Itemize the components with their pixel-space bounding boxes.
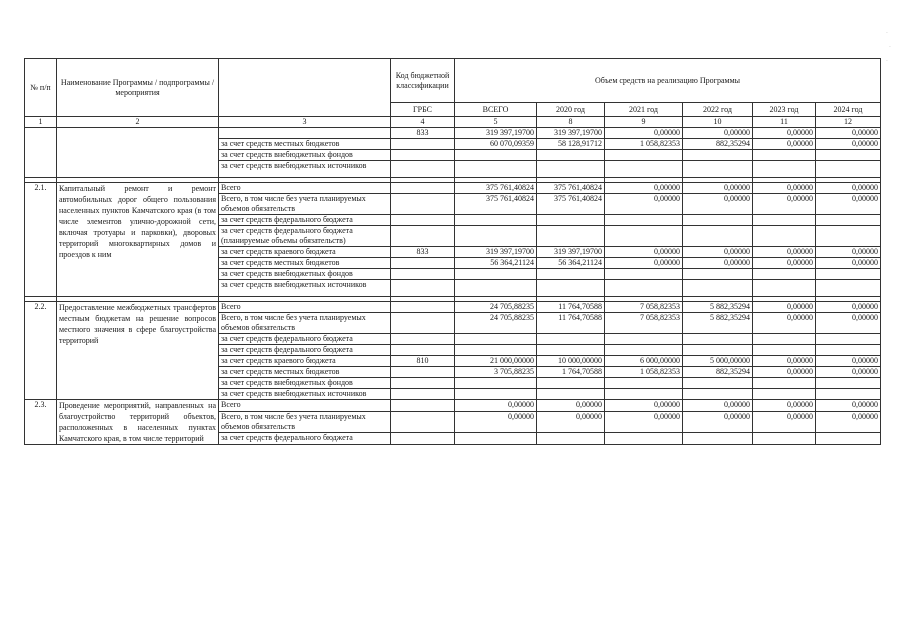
year-amount-cell: [816, 378, 881, 389]
year-amount-cell: 0,00000: [605, 128, 683, 139]
year-amount-cell: [753, 280, 816, 297]
funding-source-cell: за счет средств внебюджетных фондов: [219, 269, 391, 280]
grbs-code-cell: [391, 226, 455, 247]
year-amount-cell: [537, 280, 605, 297]
column-index-cell: 10: [683, 117, 753, 128]
grbs-code-cell: [391, 139, 455, 150]
year-amount-cell: 0,00000: [537, 400, 605, 412]
header-funding-source-blank: [219, 59, 391, 117]
year-amount-cell: [605, 378, 683, 389]
year-amount-cell: [537, 345, 605, 356]
year-amount-cell: [683, 378, 753, 389]
year-amount-cell: 0,00000: [605, 194, 683, 215]
column-index-row: [25, 117, 881, 128]
year-amount-cell: [753, 161, 816, 178]
year-amount-cell: 0,00000: [753, 183, 816, 194]
row-number-cell: 2.1.: [25, 183, 57, 297]
header-grbs: ГРБС: [391, 103, 455, 117]
year-amount-cell: [683, 280, 753, 297]
year-amount-cell: 0,00000: [816, 313, 881, 334]
year-amount-cell: 0,00000: [816, 302, 881, 313]
year-amount-cell: [605, 345, 683, 356]
column-index-cell: 5: [455, 117, 537, 128]
total-amount-cell: 0,00000: [455, 400, 537, 412]
header-program-funds: Объем средств на реализацию Программы: [455, 59, 881, 103]
year-amount-cell: 1 764,70588: [537, 367, 605, 378]
year-amount-cell: 0,00000: [753, 139, 816, 150]
year-amount-cell: 319 397,19700: [537, 128, 605, 139]
year-amount-cell: [753, 433, 816, 445]
year-amount-cell: 0,00000: [605, 258, 683, 269]
row-number-cell: 2.2.: [25, 302, 57, 400]
grbs-code-cell: [391, 334, 455, 345]
header-budget-code: Код бюджетной классификации: [391, 59, 455, 103]
total-amount-cell: [455, 433, 537, 445]
year-amount-cell: [537, 150, 605, 161]
year-amount-cell: 0,00000: [683, 194, 753, 215]
year-amount-cell: [605, 215, 683, 226]
year-amount-cell: 375 761,40824: [537, 183, 605, 194]
total-amount-cell: 319 397,19700: [455, 247, 537, 258]
year-amount-cell: 0,00000: [816, 139, 881, 150]
year-amount-cell: [537, 433, 605, 445]
year-amount-cell: [753, 378, 816, 389]
year-amount-cell: 0,00000: [683, 258, 753, 269]
year-amount-cell: 0,00000: [605, 183, 683, 194]
grbs-code-cell: [391, 258, 455, 269]
grbs-code-cell: [391, 367, 455, 378]
year-amount-cell: [537, 215, 605, 226]
year-amount-cell: [537, 226, 605, 247]
year-amount-cell: 6 000,00000: [605, 356, 683, 367]
year-amount-cell: 0,00000: [816, 400, 881, 412]
column-index-cell: 2: [57, 117, 219, 128]
funding-source-cell: за счет средств краевого бюджета: [219, 247, 391, 258]
grbs-code-cell: [391, 215, 455, 226]
year-amount-cell: 0,00000: [816, 247, 881, 258]
year-amount-cell: 0,00000: [816, 356, 881, 367]
year-amount-cell: 5 882,35294: [683, 302, 753, 313]
total-amount-cell: 21 000,00000: [455, 356, 537, 367]
year-amount-cell: [816, 161, 881, 178]
year-amount-cell: [537, 334, 605, 345]
year-amount-cell: [683, 226, 753, 247]
funding-source-cell: Всего, в том числе без учета планируемых объемов обязательств: [219, 411, 391, 433]
year-amount-cell: [753, 269, 816, 280]
year-amount-cell: 882,35294: [683, 367, 753, 378]
grbs-code-cell: [391, 194, 455, 215]
total-amount-cell: [455, 345, 537, 356]
year-amount-cell: [605, 433, 683, 445]
total-amount-cell: 24 705,88235: [455, 302, 537, 313]
total-amount-cell: 60 070,09359: [455, 139, 537, 150]
year-amount-cell: 0,00000: [816, 128, 881, 139]
year-amount-cell: [605, 150, 683, 161]
funding-source-cell: Всего: [219, 400, 391, 412]
funding-source-cell: Всего: [219, 302, 391, 313]
year-amount-cell: [683, 345, 753, 356]
year-amount-cell: 58 128,91712: [537, 139, 605, 150]
header-program-name: Наименование Программы / подпрограммы / мероприятия: [57, 59, 219, 117]
year-amount-cell: [816, 269, 881, 280]
grbs-code-cell: [391, 150, 455, 161]
total-amount-cell: [455, 226, 537, 247]
year-amount-cell: [753, 334, 816, 345]
header-total: ВСЕГО: [455, 103, 537, 117]
scan-speck: ·: [889, 44, 891, 51]
total-amount-cell: 375 761,40824: [455, 194, 537, 215]
year-amount-cell: 0,00000: [683, 247, 753, 258]
year-amount-cell: 0,00000: [753, 313, 816, 334]
year-amount-cell: [605, 226, 683, 247]
year-amount-cell: 11 764,70588: [537, 313, 605, 334]
measure-name-cell: Предоставление межбюджетных трансфертов местным бюджетам на решение вопросов местного значения в сфере благоустройства территорий: [57, 302, 219, 400]
total-amount-cell: [455, 161, 537, 178]
year-amount-cell: 1 058,82353: [605, 139, 683, 150]
year-amount-cell: 0,00000: [753, 356, 816, 367]
year-amount-cell: 5 882,35294: [683, 313, 753, 334]
year-amount-cell: 0,00000: [753, 302, 816, 313]
funding-source-cell: за счет средств федерального бюджета: [219, 345, 391, 356]
column-index-cell: 9: [605, 117, 683, 128]
year-amount-cell: 0,00000: [753, 247, 816, 258]
grbs-code-cell: [391, 280, 455, 297]
year-amount-cell: [816, 334, 881, 345]
scan-speck: ·: [886, 30, 888, 37]
funding-source-cell: за счет средств федерального бюджета (планируемые объемы обязательств): [219, 226, 391, 247]
funding-source-cell: за счет средств местных бюджетов: [219, 139, 391, 150]
funding-source-cell: за счет средств внебюджетных источников: [219, 389, 391, 400]
year-amount-cell: [683, 433, 753, 445]
year-amount-cell: 0,00000: [683, 400, 753, 412]
funding-source-cell: [219, 128, 391, 139]
funding-source-cell: Всего, в том числе без учета планируемых объемов обязательств: [219, 313, 391, 334]
year-amount-cell: 10 000,00000: [537, 356, 605, 367]
total-amount-cell: 24 705,88235: [455, 313, 537, 334]
year-amount-cell: [816, 280, 881, 297]
grbs-code-cell: [391, 183, 455, 194]
year-amount-cell: [816, 345, 881, 356]
year-amount-cell: [605, 161, 683, 178]
year-amount-cell: [683, 269, 753, 280]
funding-source-cell: за счет средств краевого бюджета: [219, 356, 391, 367]
year-amount-cell: 0,00000: [605, 411, 683, 433]
year-amount-cell: [816, 226, 881, 247]
year-amount-cell: 0,00000: [816, 367, 881, 378]
year-amount-cell: [537, 389, 605, 400]
year-amount-cell: [753, 226, 816, 247]
grbs-code-cell: 833: [391, 247, 455, 258]
year-amount-cell: [753, 389, 816, 400]
header-year: 2022 год: [683, 103, 753, 117]
year-amount-cell: 11 764,70588: [537, 302, 605, 313]
header-year: 2024 год: [816, 103, 881, 117]
year-amount-cell: 0,00000: [816, 194, 881, 215]
grbs-code-cell: [391, 269, 455, 280]
grbs-code-cell: [391, 345, 455, 356]
column-index-cell: 1: [25, 117, 57, 128]
year-amount-cell: [605, 334, 683, 345]
year-amount-cell: 0,00000: [753, 411, 816, 433]
table-row: [25, 302, 881, 313]
year-amount-cell: 0,00000: [605, 247, 683, 258]
grbs-code-cell: [391, 400, 455, 412]
total-amount-cell: [455, 280, 537, 297]
grbs-code-cell: [391, 411, 455, 433]
total-amount-cell: 3 705,88235: [455, 367, 537, 378]
funding-source-cell: за счет средств федерального бюджета: [219, 334, 391, 345]
year-amount-cell: 0,00000: [753, 400, 816, 412]
year-amount-cell: 0,00000: [753, 194, 816, 215]
grbs-code-cell: 810: [391, 356, 455, 367]
year-amount-cell: [683, 389, 753, 400]
year-amount-cell: 7 058,82353: [605, 302, 683, 313]
grbs-code-cell: [391, 433, 455, 445]
year-amount-cell: 0,00000: [816, 183, 881, 194]
year-amount-cell: 0,00000: [683, 411, 753, 433]
year-amount-cell: [537, 378, 605, 389]
grbs-code-cell: [391, 389, 455, 400]
total-amount-cell: 0,00000: [455, 411, 537, 433]
column-index-cell: 3: [219, 117, 391, 128]
grbs-code-cell: [391, 302, 455, 313]
year-amount-cell: 56 364,21124: [537, 258, 605, 269]
table-row: [25, 128, 881, 139]
funding-source-cell: за счет средств местных бюджетов: [219, 258, 391, 269]
year-amount-cell: 0,00000: [605, 400, 683, 412]
header-year: 2021 год: [605, 103, 683, 117]
total-amount-cell: [455, 215, 537, 226]
column-index-cell: 12: [816, 117, 881, 128]
total-amount-cell: [455, 378, 537, 389]
grbs-code-cell: [391, 378, 455, 389]
year-amount-cell: 7 058,82353: [605, 313, 683, 334]
measure-name-cell: Капитальный ремонт и ремонт автомобильных дорог общего пользования населенных пунктов Камчатского края (в том числе элементов улично-дорожной сети, включая тротуары и парковки), дворовых территорий многоквартирных домов и проездов к ним: [57, 183, 219, 297]
table-row: [25, 183, 881, 194]
year-amount-cell: 0,00000: [537, 411, 605, 433]
total-amount-cell: [455, 334, 537, 345]
header-year: 2023 год: [753, 103, 816, 117]
total-amount-cell: [455, 150, 537, 161]
funding-source-cell: за счет средств федерального бюджета: [219, 215, 391, 226]
year-amount-cell: 375 761,40824: [537, 194, 605, 215]
column-index-cell: 11: [753, 117, 816, 128]
year-amount-cell: [816, 433, 881, 445]
year-amount-cell: [683, 150, 753, 161]
year-amount-cell: [753, 215, 816, 226]
year-amount-cell: [537, 269, 605, 280]
grbs-code-cell: [391, 161, 455, 178]
total-amount-cell: 56 364,21124: [455, 258, 537, 269]
funding-source-cell: Всего: [219, 183, 391, 194]
funding-source-cell: Всего, в том числе без учета планируемых объемов обязательств: [219, 194, 391, 215]
year-amount-cell: [816, 389, 881, 400]
total-amount-cell: [455, 269, 537, 280]
funding-source-cell: за счет средств внебюджетных источников: [219, 161, 391, 178]
scan-speck: ·: [886, 58, 888, 65]
funding-source-cell: за счет средств внебюджетных источников: [219, 280, 391, 297]
program-funding-table: [24, 58, 881, 445]
year-amount-cell: 0,00000: [816, 411, 881, 433]
header-row-number: № п/п: [25, 59, 57, 117]
year-amount-cell: 0,00000: [753, 367, 816, 378]
funding-source-cell: за счет средств местных бюджетов: [219, 367, 391, 378]
year-amount-cell: [605, 389, 683, 400]
year-amount-cell: [816, 150, 881, 161]
measure-name-cell: [57, 128, 219, 178]
funding-source-cell: за счет средств внебюджетных фондов: [219, 150, 391, 161]
year-amount-cell: 319 397,19700: [537, 247, 605, 258]
year-amount-cell: 5 000,00000: [683, 356, 753, 367]
year-amount-cell: [816, 215, 881, 226]
year-amount-cell: 882,35294: [683, 139, 753, 150]
total-amount-cell: 319 397,19700: [455, 128, 537, 139]
measure-name-cell: Проведение мероприятий, направленных на благоустройство территорий объектов, расположенных в населенных пунктах Камчатского края, в том числе территорий: [57, 400, 219, 445]
year-amount-cell: [683, 215, 753, 226]
year-amount-cell: [605, 269, 683, 280]
year-amount-cell: [753, 150, 816, 161]
row-number-cell: [25, 128, 57, 178]
grbs-code-cell: 833: [391, 128, 455, 139]
year-amount-cell: 0,00000: [816, 258, 881, 269]
funding-source-cell: за счет средств федерального бюджета: [219, 433, 391, 445]
table-row: [25, 400, 881, 412]
year-amount-cell: 0,00000: [753, 258, 816, 269]
year-amount-cell: 0,00000: [753, 128, 816, 139]
year-amount-cell: 1 058,82353: [605, 367, 683, 378]
total-amount-cell: [455, 389, 537, 400]
grbs-code-cell: [391, 313, 455, 334]
column-index-cell: 8: [537, 117, 605, 128]
year-amount-cell: [753, 345, 816, 356]
row-number-cell: 2.3.: [25, 400, 57, 445]
year-amount-cell: [683, 161, 753, 178]
year-amount-cell: [537, 161, 605, 178]
total-amount-cell: 375 761,40824: [455, 183, 537, 194]
year-amount-cell: [605, 280, 683, 297]
year-amount-cell: 0,00000: [683, 183, 753, 194]
year-amount-cell: [683, 334, 753, 345]
year-amount-cell: 0,00000: [683, 128, 753, 139]
funding-source-cell: за счет средств внебюджетных фондов: [219, 378, 391, 389]
header-year: 2020 год: [537, 103, 605, 117]
column-index-cell: 4: [391, 117, 455, 128]
